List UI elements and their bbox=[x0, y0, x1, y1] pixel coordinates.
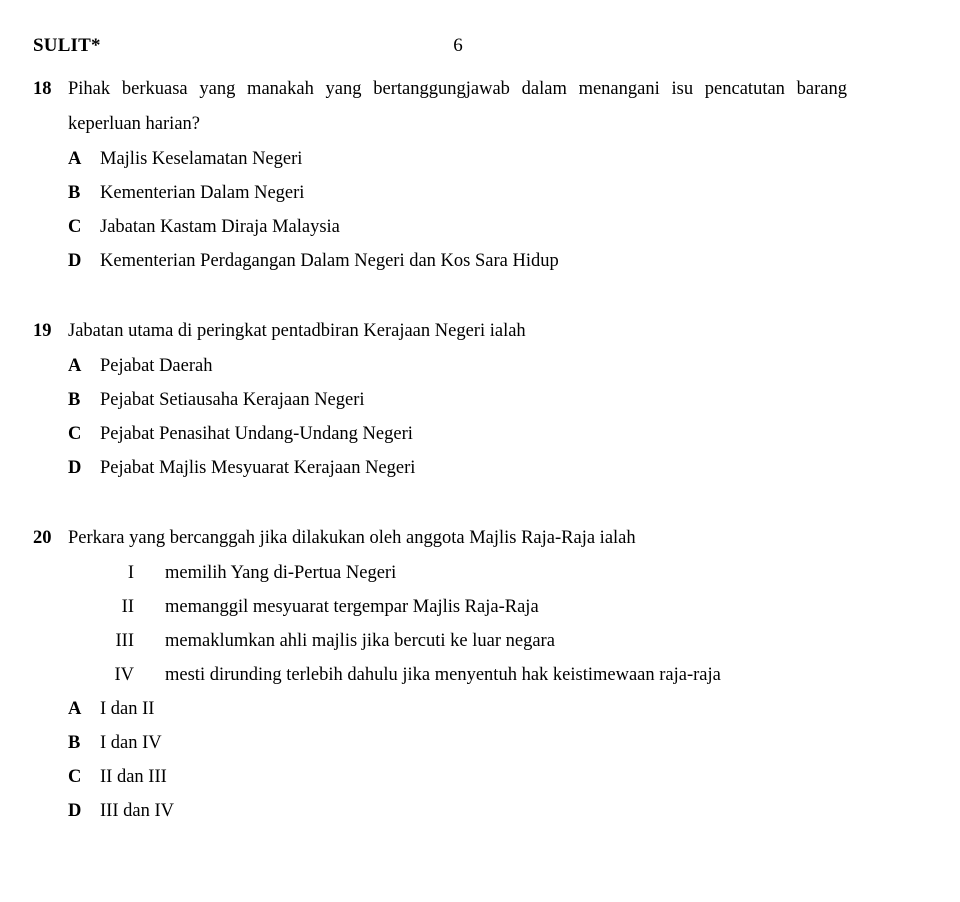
question-text: Pihak berkuasa yang manakah yang bertanggungjawab dalam menangani isu pencatutan barang keperluan harian? bbox=[68, 79, 847, 134]
answer-option[interactable] bbox=[0, 142, 960, 176]
statement-numeral: IV bbox=[114, 665, 134, 685]
option-text: I dan IV bbox=[100, 733, 162, 753]
answer-option[interactable] bbox=[0, 726, 960, 760]
question-block bbox=[0, 72, 960, 278]
answer-option[interactable] bbox=[0, 383, 960, 417]
statement-text: mesti dirunding terlebih dahulu jika menyentuh hak keistimewaan raja-raja bbox=[165, 665, 721, 685]
option-letter: C bbox=[68, 424, 82, 444]
statement-list bbox=[0, 556, 960, 692]
question-stem bbox=[0, 521, 960, 556]
statement-text: memilih Yang di-Pertua Negeri bbox=[165, 563, 397, 583]
option-letter: B bbox=[68, 390, 81, 410]
statement-row bbox=[0, 624, 960, 658]
question-stem bbox=[0, 314, 960, 349]
statement-numeral: III bbox=[115, 631, 134, 651]
option-text: Jabatan Kastam Diraja Malaysia bbox=[100, 217, 340, 237]
option-letter: C bbox=[68, 767, 82, 787]
option-text: III dan IV bbox=[100, 801, 174, 821]
option-text: I dan II bbox=[100, 699, 155, 719]
option-letter: A bbox=[68, 356, 82, 376]
question-stem bbox=[0, 72, 960, 142]
answer-option[interactable] bbox=[0, 210, 960, 244]
statement-numeral: II bbox=[121, 597, 134, 617]
option-letter: A bbox=[68, 699, 82, 719]
question-number: 18 bbox=[33, 79, 52, 99]
option-letter: D bbox=[68, 801, 82, 821]
answer-option[interactable] bbox=[0, 417, 960, 451]
question-block bbox=[0, 314, 960, 485]
option-letter: A bbox=[68, 149, 82, 169]
option-text: Kementerian Perdagangan Dalam Negeri dan Kos Sara Hidup bbox=[100, 251, 559, 271]
option-letter: D bbox=[68, 251, 82, 271]
answer-option[interactable] bbox=[0, 760, 960, 794]
option-text: Pejabat Penasihat Undang-Undang Negeri bbox=[100, 424, 413, 444]
option-text: Majlis Keselamatan Negeri bbox=[100, 149, 303, 169]
page-number: 6 bbox=[453, 35, 463, 56]
statement-row bbox=[0, 658, 960, 692]
answer-option[interactable] bbox=[0, 176, 960, 210]
option-text: Pejabat Majlis Mesyuarat Kerajaan Negeri bbox=[100, 458, 416, 478]
question-number: 19 bbox=[33, 321, 52, 341]
option-letter: B bbox=[68, 183, 81, 203]
question-text: Perkara yang bercanggah jika dilakukan oleh anggota Majlis Raja-Raja ialah bbox=[68, 528, 636, 548]
question-block bbox=[0, 521, 960, 828]
statement-text: memaklumkan ahli majlis jika bercuti ke luar negara bbox=[165, 631, 555, 651]
question-number: 20 bbox=[33, 528, 52, 548]
answer-options bbox=[0, 142, 960, 278]
answer-option[interactable] bbox=[0, 349, 960, 383]
answer-option[interactable] bbox=[0, 794, 960, 828]
option-letter: B bbox=[68, 733, 81, 753]
confidentiality-label: SULIT* bbox=[33, 35, 101, 56]
page-header bbox=[33, 34, 927, 60]
option-letter: D bbox=[68, 458, 82, 478]
answer-option[interactable] bbox=[0, 692, 960, 726]
answer-options bbox=[0, 349, 960, 485]
statement-row bbox=[0, 556, 960, 590]
statement-text: memanggil mesyuarat tergempar Majlis Raja-Raja bbox=[165, 597, 539, 617]
statement-numeral: I bbox=[127, 563, 134, 583]
option-text: II dan III bbox=[100, 767, 167, 787]
questions-container bbox=[0, 72, 960, 828]
answer-option[interactable] bbox=[0, 244, 960, 278]
option-text: Kementerian Dalam Negeri bbox=[100, 183, 305, 203]
answer-option[interactable] bbox=[0, 451, 960, 485]
answer-options bbox=[0, 692, 960, 828]
option-letter: C bbox=[68, 217, 82, 237]
question-text: Jabatan utama di peringkat pentadbiran Kerajaan Negeri ialah bbox=[68, 321, 526, 341]
statement-row bbox=[0, 590, 960, 624]
option-text: Pejabat Daerah bbox=[100, 356, 213, 376]
option-text: Pejabat Setiausaha Kerajaan Negeri bbox=[100, 390, 365, 410]
